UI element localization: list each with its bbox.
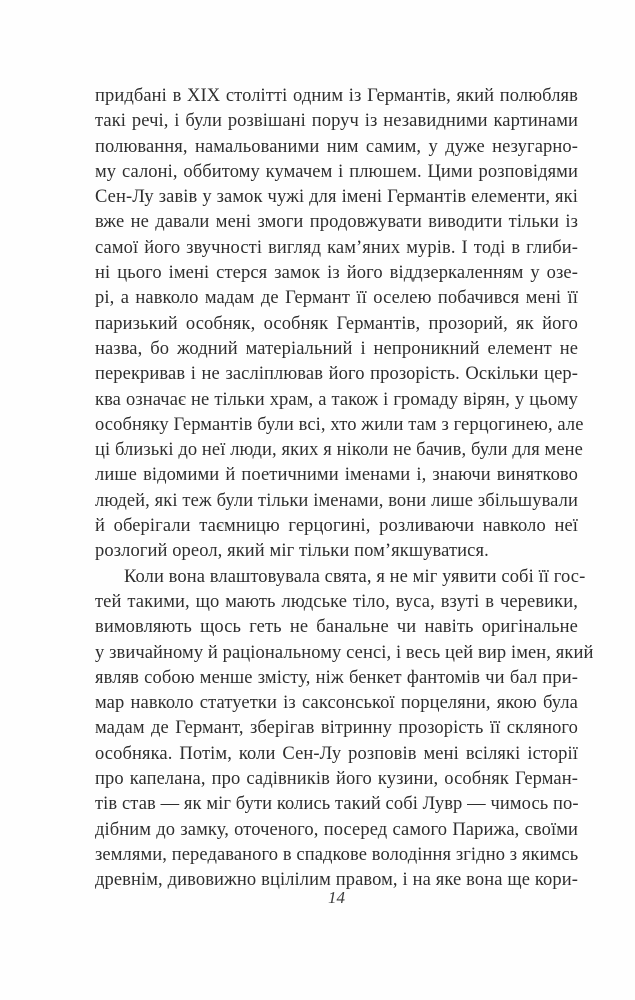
text-line: дібним до замку, оточеного, посеред самого Парижа, своїми bbox=[95, 819, 578, 840]
text-line: мадам де Германт, зберігав вітринну прозорість її скляного bbox=[95, 718, 578, 739]
text-line: особняку Германтів були всі, хто жили там з герцогинею, але bbox=[95, 414, 584, 435]
body-text bbox=[95, 84, 594, 894]
text-line: тів став — як міг бути колись такий собі Лувр — чимось по- bbox=[95, 794, 579, 815]
text-line: вже не давали мені змоги продовжувати виводити тільки із bbox=[95, 212, 578, 233]
text-line: Коли вона влаштовувала свята, я не міг уявити собі її гос- bbox=[124, 566, 586, 587]
text-line: назва, бо жодний матеріальний і непроникний елемент не bbox=[95, 338, 578, 359]
text-line: рі, а навколо мадам де Германт її оселею побачився мені її bbox=[95, 288, 578, 309]
text-line: лише відомими й поетичними іменами і, знаючи винятково bbox=[95, 465, 578, 486]
text-line: придбані в XIX столітті одним із Германтів, який полюбляв bbox=[95, 86, 578, 106]
text-line: у звичайному й раціональному сенсі, і весь цей вир імен, який bbox=[95, 642, 594, 663]
text-line: й оберігали таємницю герцогині, розливаючи навколо неї bbox=[95, 516, 578, 537]
text-line: тей такими, що мають людське тіло, вуса, взуті в черевики, bbox=[95, 591, 578, 612]
text-line: особняка. Потім, коли Сен-Лу розповів мені всілякі історії bbox=[95, 743, 578, 764]
page-number: 14 bbox=[328, 888, 345, 907]
text-line: Сен-Лу завів у замок чужі для імені Германтів елементи, які bbox=[95, 187, 578, 208]
text-line: мар навколо статуетки із саксонської порцеляни, якою була bbox=[95, 693, 578, 714]
text-line: перекривав і не засліплював його прозорість. Оскільки цер- bbox=[95, 364, 578, 385]
text-line: ні цього імені стерся замок із його віддзеркаленням у озе- bbox=[95, 263, 578, 284]
text-line: такі речі, і були розвішані поруч із незавидними картинами bbox=[95, 111, 578, 132]
text-line: являв собою менше змісту, ніж бенкет фантомів чи бал при- bbox=[95, 667, 578, 688]
text-line: полювання, намальованими ним самим, у дуже незугарно- bbox=[95, 136, 578, 157]
text-line: древнім, дивовижно вцілілим правом, і на яке вона ще кори- bbox=[95, 870, 578, 891]
text-line: самої його звучності вигляд кам’яних мурів. І тоді в глиби- bbox=[95, 237, 578, 258]
text-line: паризький особняк, особняк Германтів, прозорий, як його bbox=[95, 313, 578, 334]
text-line: ква означає не тільки храм, а також і громаду вірян, у цьому bbox=[95, 389, 578, 410]
text-line: ці близькі до неї люди, яких я ніколи не бачив, були для мене bbox=[95, 440, 583, 461]
text-line: про капелана, про садівників його кузини, особняк Герман- bbox=[95, 769, 578, 790]
text-line: людей, які теж були тільки іменами, вони лише збільшували bbox=[95, 490, 578, 511]
text-line: вимовляють щось геть не банальне чи навіть оригінальне bbox=[95, 617, 578, 638]
text-line: розлогий ореол, який міг тільки пом’якшуватися. bbox=[95, 541, 489, 562]
text-line: землями, передаваного в спадкове володіння згідно з якимсь bbox=[95, 844, 579, 865]
text-line: му салоні, оббитому кумачем і плюшем. Цими розповідями bbox=[95, 161, 578, 182]
